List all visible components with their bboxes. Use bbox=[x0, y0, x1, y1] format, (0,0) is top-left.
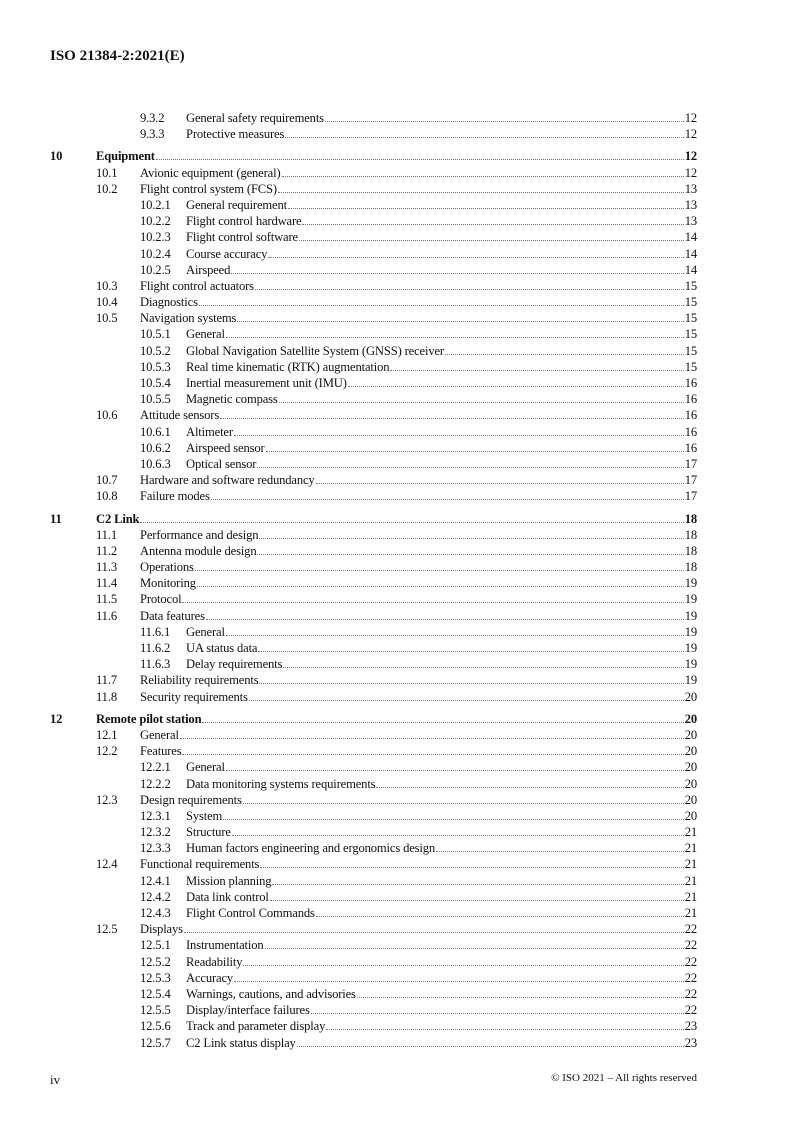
toc-entry-title: Failure modes bbox=[140, 489, 210, 504]
toc-entry-title: Delay requirements bbox=[186, 657, 283, 672]
toc-leader-dots bbox=[268, 257, 683, 258]
toc-entry-title: Diagnostics bbox=[140, 295, 198, 310]
toc-leader-dots bbox=[255, 289, 684, 290]
toc-entry-page: 23 bbox=[684, 1035, 697, 1050]
toc-entry-page: 23 bbox=[684, 1019, 697, 1034]
toc-leader-dots bbox=[182, 602, 683, 603]
toc-entry-page: 15 bbox=[684, 278, 697, 293]
toc-entry-page: 20 bbox=[684, 760, 697, 775]
toc-entry-page: 21 bbox=[684, 825, 697, 840]
toc-entry-number: 12.3 bbox=[96, 792, 118, 807]
toc-entry-page: 16 bbox=[684, 440, 697, 455]
toc-entry-page: 18 bbox=[684, 543, 697, 558]
toc-leader-dots bbox=[283, 667, 683, 668]
toc-entry-number: 12.2 bbox=[96, 744, 118, 759]
toc-entry[interactable] bbox=[50, 575, 697, 591]
toc-leader-dots bbox=[259, 683, 683, 684]
toc-entry-page: 21 bbox=[684, 873, 697, 888]
toc-entry-number: 12.3.3 bbox=[140, 841, 171, 856]
toc-entry[interactable] bbox=[50, 488, 697, 504]
toc-leader-dots bbox=[211, 499, 684, 500]
toc-entry[interactable] bbox=[50, 229, 697, 245]
toc-leader-dots bbox=[282, 176, 684, 177]
toc-entry-number: 12.5.2 bbox=[140, 954, 171, 969]
toc-entry-title: Flight control hardware bbox=[186, 214, 302, 229]
toc-entry-number: 10.2.2 bbox=[140, 214, 171, 229]
toc-entry-number: 12.4.3 bbox=[140, 906, 171, 920]
toc-entry-number: 10.6.3 bbox=[140, 456, 171, 471]
toc-entry-title: Data features bbox=[140, 608, 205, 623]
toc-entry-number: 10.2.3 bbox=[140, 230, 171, 245]
toc-entry-title: Flight control software bbox=[186, 230, 298, 245]
toc-entry-title: Warnings, cautions, and advisories bbox=[186, 986, 356, 1001]
toc-entry-number: 9.3.3 bbox=[140, 127, 165, 142]
toc-entry-page: 12 bbox=[684, 149, 697, 164]
toc-entry-number: 10.6.2 bbox=[140, 440, 171, 455]
toc-leader-dots bbox=[231, 273, 683, 274]
toc-entry-number: 11.6.1 bbox=[140, 624, 171, 639]
toc-entry-title: Design requirements bbox=[140, 792, 242, 807]
toc-entry[interactable] bbox=[50, 759, 697, 775]
toc-entry[interactable] bbox=[50, 591, 697, 607]
page-number: iv bbox=[50, 1072, 61, 1087]
toc-entry-title: Functional requirements bbox=[140, 857, 260, 872]
toc-entry-page: 16 bbox=[684, 376, 697, 390]
document-header: ISO 21384-2:2021(E) bbox=[50, 48, 185, 64]
toc-entry-page: 19 bbox=[684, 608, 697, 623]
toc-entry-title: Structure bbox=[186, 825, 231, 840]
toc-entry[interactable] bbox=[50, 711, 697, 727]
toc-entry-number: 12.4 bbox=[96, 857, 118, 872]
toc-entry-number: 12.2.2 bbox=[140, 776, 171, 791]
toc-entry-page: 20 bbox=[684, 776, 697, 791]
toc-leader-dots bbox=[257, 554, 683, 555]
toc-entry[interactable] bbox=[50, 262, 697, 278]
toc-leader-dots bbox=[348, 386, 684, 387]
toc-entry[interactable] bbox=[50, 808, 697, 824]
toc-entry-title: Navigation systems bbox=[140, 311, 237, 326]
toc-entry-page: 22 bbox=[684, 970, 697, 985]
toc-entry-number: 10.7 bbox=[96, 473, 118, 488]
toc-entry[interactable] bbox=[50, 110, 697, 126]
toc-entry-page: 21 bbox=[684, 857, 697, 872]
toc-entry-title: General safety requirements bbox=[186, 111, 324, 125]
toc-entry-title: Equipment bbox=[96, 149, 155, 164]
toc-entry[interactable] bbox=[50, 970, 697, 986]
toc-entry-title: Airspeed sensor bbox=[186, 440, 265, 455]
toc-entry-page: 21 bbox=[684, 841, 697, 856]
toc-leader-dots bbox=[316, 916, 684, 917]
toc-entry-number: 10.3 bbox=[96, 278, 118, 293]
toc-entry-page: 19 bbox=[684, 576, 697, 591]
toc-entry-number: 12 bbox=[50, 711, 63, 726]
toc-entry-page: 19 bbox=[684, 641, 697, 655]
toc-entry[interactable] bbox=[50, 407, 697, 423]
toc-entry-page: 15 bbox=[684, 295, 697, 310]
toc-leader-dots bbox=[288, 208, 684, 209]
toc-entry[interactable] bbox=[50, 310, 697, 326]
toc-entry-title: Inertial measurement unit (IMU) bbox=[186, 376, 347, 390]
toc-entry-number: 11.8 bbox=[96, 689, 117, 704]
toc-entry[interactable] bbox=[50, 824, 697, 840]
toc-entry-number: 12.3.2 bbox=[140, 825, 171, 840]
toc-leader-dots bbox=[299, 240, 684, 241]
toc-leader-dots bbox=[316, 483, 684, 484]
toc-entry-number: 12.2.1 bbox=[140, 760, 171, 775]
toc-entry[interactable] bbox=[50, 472, 697, 488]
toc-entry[interactable] bbox=[50, 559, 697, 575]
toc-entry-number: 10.2.4 bbox=[140, 246, 171, 261]
toc-entry[interactable] bbox=[50, 856, 697, 872]
toc-entry-title: Reliability requirements bbox=[140, 673, 259, 688]
toc-entry-title: General bbox=[186, 624, 225, 639]
toc-entry[interactable] bbox=[50, 986, 697, 1002]
toc-entry-page: 20 bbox=[684, 689, 697, 704]
toc-entry-number: 10.5.5 bbox=[140, 392, 171, 407]
toc-entry-number: 12.5 bbox=[96, 922, 118, 937]
toc-entry-page: 22 bbox=[684, 954, 697, 969]
toc-entry-title: C2 Link status display bbox=[186, 1035, 296, 1050]
toc-entry-page: 16 bbox=[684, 408, 697, 423]
toc-entry[interactable] bbox=[50, 359, 697, 375]
toc-entry-page: 19 bbox=[684, 673, 697, 688]
toc-entry-page: 15 bbox=[684, 311, 697, 326]
table-of-contents bbox=[50, 110, 697, 1057]
toc-entry-title: Data monitoring systems requirements bbox=[186, 776, 376, 791]
toc-entry-number: 10.2.5 bbox=[140, 262, 171, 277]
toc-leader-dots bbox=[234, 435, 684, 436]
toc-section bbox=[50, 711, 697, 1051]
toc-leader-dots bbox=[182, 754, 683, 755]
toc-entry[interactable] bbox=[50, 776, 697, 792]
toc-leader-dots bbox=[226, 770, 684, 771]
toc-entry-page: 19 bbox=[684, 657, 697, 672]
toc-leader-dots bbox=[390, 370, 683, 371]
toc-entry-number: 10.5.4 bbox=[140, 376, 171, 390]
toc-entry-title: General bbox=[186, 327, 225, 342]
toc-entry-page: 15 bbox=[684, 343, 697, 358]
toc-entry[interactable] bbox=[50, 905, 697, 921]
toc-entry-title: Readability bbox=[186, 954, 243, 969]
toc-leader-dots bbox=[223, 819, 684, 820]
toc-entry-page: 12 bbox=[684, 111, 697, 125]
toc-entry-number: 10.2.1 bbox=[140, 197, 171, 212]
toc-entry-title: Features bbox=[140, 744, 182, 759]
toc-entry-title: Instrumentation bbox=[186, 938, 264, 953]
toc-entry-title: Course accuracy bbox=[186, 246, 268, 261]
toc-leader-dots bbox=[265, 948, 684, 949]
toc-entry-page: 20 bbox=[684, 808, 697, 823]
toc-entry-title: Altimeter bbox=[186, 424, 233, 439]
toc-entry[interactable] bbox=[50, 640, 697, 656]
toc-entry[interactable] bbox=[50, 440, 697, 456]
toc-entry-number: 12.4.1 bbox=[140, 873, 171, 888]
copyright-notice: © ISO 2021 – All rights reserved bbox=[551, 1072, 697, 1084]
toc-section bbox=[50, 110, 697, 142]
toc-entry-number: 11.5 bbox=[96, 592, 117, 607]
toc-entry-title: C2 Link bbox=[96, 511, 140, 526]
toc-entry-number: 10.5 bbox=[96, 311, 118, 326]
toc-entry[interactable] bbox=[50, 278, 697, 294]
toc-leader-dots bbox=[445, 354, 684, 355]
toc-entry[interactable] bbox=[50, 511, 697, 527]
toc-entry-number: 9.3.2 bbox=[140, 111, 165, 125]
toc-entry-page: 15 bbox=[684, 327, 697, 342]
toc-entry[interactable] bbox=[50, 343, 697, 359]
toc-leader-dots bbox=[197, 586, 684, 587]
toc-entry-page: 13 bbox=[684, 214, 697, 229]
toc-entry-title: System bbox=[186, 808, 223, 823]
toc-entry-title: Antenna module design bbox=[140, 543, 257, 558]
toc-entry[interactable] bbox=[50, 375, 697, 391]
toc-entry[interactable] bbox=[50, 126, 697, 142]
toc-entry-title: Protective measures bbox=[186, 127, 285, 142]
toc-entry-page: 18 bbox=[684, 560, 697, 575]
toc-entry-page: 14 bbox=[684, 246, 697, 261]
toc-entry-title: Display/interface failures bbox=[186, 1003, 310, 1018]
toc-entry[interactable] bbox=[50, 672, 697, 688]
toc-entry-number: 11.2 bbox=[96, 543, 117, 558]
toc-entry-number: 10.2 bbox=[96, 181, 118, 196]
toc-entry-title: Hardware and software redundancy bbox=[140, 473, 315, 488]
toc-leader-dots bbox=[270, 900, 684, 901]
toc-entry-page: 12 bbox=[684, 127, 697, 142]
toc-entry-title: Accuracy bbox=[186, 970, 234, 985]
toc-entry-number: 11 bbox=[50, 511, 62, 526]
toc-entry[interactable] bbox=[50, 608, 697, 624]
toc-entry-title: Protocol bbox=[140, 592, 182, 607]
toc-entry-title: Airspeed bbox=[186, 262, 231, 277]
toc-leader-dots bbox=[279, 402, 684, 403]
toc-entry-page: 16 bbox=[684, 392, 697, 407]
toc-entry[interactable] bbox=[50, 213, 697, 229]
toc-entry-title: Displays bbox=[140, 922, 183, 937]
toc-entry[interactable] bbox=[50, 689, 697, 705]
toc-entry-number: 10.6 bbox=[96, 408, 118, 423]
toc-section bbox=[50, 511, 697, 705]
toc-entry[interactable] bbox=[50, 921, 697, 937]
toc-leader-dots bbox=[226, 635, 684, 636]
toc-entry-title: Global Navigation Satellite System (GNSS) receiver bbox=[186, 343, 444, 358]
toc-leader-dots bbox=[234, 981, 684, 982]
toc-entry-title: Mission planning bbox=[186, 873, 272, 888]
toc-entry[interactable] bbox=[50, 1002, 697, 1018]
toc-entry-number: 12.5.5 bbox=[140, 1003, 171, 1018]
toc-entry[interactable] bbox=[50, 543, 697, 559]
toc-entry-title: Magnetic compass bbox=[186, 392, 278, 407]
toc-entry-page: 20 bbox=[684, 711, 697, 726]
toc-leader-dots bbox=[257, 467, 683, 468]
toc-entry[interactable] bbox=[50, 937, 697, 953]
toc-entry-number: 10.5.2 bbox=[140, 343, 171, 358]
toc-entry-page: 22 bbox=[684, 1003, 697, 1018]
toc-leader-dots bbox=[220, 418, 684, 419]
toc-entry-number: 10.4 bbox=[96, 295, 118, 310]
toc-entry[interactable] bbox=[50, 1035, 697, 1051]
toc-entry-number: 11.3 bbox=[96, 560, 117, 575]
toc-entry-title: Track and parameter display bbox=[186, 1019, 326, 1034]
toc-leader-dots bbox=[297, 1046, 684, 1047]
toc-section bbox=[50, 148, 697, 504]
toc-leader-dots bbox=[243, 803, 684, 804]
toc-entry[interactable] bbox=[50, 889, 697, 905]
toc-entry-page: 12 bbox=[684, 165, 697, 180]
toc-entry-number: 12.5.7 bbox=[140, 1035, 171, 1050]
toc-leader-dots bbox=[156, 159, 684, 160]
toc-leader-dots bbox=[302, 224, 683, 225]
toc-entry-page: 22 bbox=[684, 986, 697, 1001]
toc-leader-dots bbox=[325, 121, 684, 122]
toc-entry[interactable] bbox=[50, 165, 697, 181]
toc-leader-dots bbox=[237, 321, 683, 322]
toc-leader-dots bbox=[258, 651, 683, 652]
toc-entry[interactable] bbox=[50, 624, 697, 640]
toc-entry-title: Operations bbox=[140, 560, 194, 575]
toc-entry[interactable] bbox=[50, 197, 697, 213]
toc-entry-title: Human factors engineering and ergonomics design bbox=[186, 841, 436, 856]
toc-entry-title: Flight Control Commands bbox=[186, 906, 315, 920]
toc-leader-dots bbox=[357, 997, 684, 998]
toc-entry-number: 12.3.1 bbox=[140, 808, 171, 823]
toc-entry[interactable] bbox=[50, 743, 697, 759]
toc-entry-number: 11.1 bbox=[96, 527, 117, 542]
toc-entry-page: 14 bbox=[684, 230, 697, 245]
toc-entry[interactable] bbox=[50, 424, 697, 440]
toc-entry-title: General bbox=[186, 760, 225, 775]
toc-entry-number: 12.5.1 bbox=[140, 938, 171, 953]
toc-leader-dots bbox=[326, 1029, 683, 1030]
toc-entry-number: 11.4 bbox=[96, 576, 117, 591]
toc-leader-dots bbox=[243, 965, 683, 966]
toc-leader-dots bbox=[184, 932, 684, 933]
toc-entry-title: Flight control system (FCS) bbox=[140, 181, 277, 196]
toc-entry-page: 15 bbox=[684, 359, 697, 374]
toc-leader-dots bbox=[260, 867, 683, 868]
toc-entry-title: UA status data bbox=[186, 641, 258, 655]
toc-entry-number: 12.5.6 bbox=[140, 1019, 171, 1034]
toc-entry-title: Monitoring bbox=[140, 576, 196, 591]
toc-leader-dots bbox=[436, 851, 684, 852]
toc-entry[interactable] bbox=[50, 294, 697, 310]
toc-entry[interactable] bbox=[50, 1018, 697, 1034]
toc-entry-number: 12.4.2 bbox=[140, 889, 171, 904]
toc-entry-title: General requirement bbox=[186, 197, 287, 212]
toc-entry-title: Data link control bbox=[186, 889, 269, 904]
toc-leader-dots bbox=[311, 1013, 684, 1014]
toc-entry-page: 20 bbox=[684, 727, 697, 742]
toc-entry[interactable] bbox=[50, 873, 697, 889]
toc-entry-number: 10.6.1 bbox=[140, 424, 171, 439]
toc-entry-number: 10 bbox=[50, 149, 63, 164]
toc-entry-title: Real time kinematic (RTK) augmentation bbox=[186, 359, 390, 374]
toc-entry-page: 19 bbox=[684, 592, 697, 607]
toc-entry[interactable] bbox=[50, 656, 697, 672]
toc-leader-dots bbox=[180, 738, 684, 739]
toc-entry-number: 10.1 bbox=[96, 165, 118, 180]
toc-entry[interactable] bbox=[50, 181, 697, 197]
toc-leader-dots bbox=[266, 451, 684, 452]
toc-leader-dots bbox=[259, 538, 683, 539]
toc-entry-number: 11.6 bbox=[96, 608, 117, 623]
toc-entry-number: 10.5.1 bbox=[140, 327, 171, 342]
toc-entry[interactable] bbox=[50, 792, 697, 808]
toc-entry-page: 21 bbox=[684, 906, 697, 920]
toc-entry-page: 22 bbox=[684, 938, 697, 953]
toc-entry-number: 12.5.4 bbox=[140, 986, 171, 1001]
toc-leader-dots bbox=[202, 722, 683, 723]
toc-entry-page: 13 bbox=[684, 181, 697, 196]
toc-entry-number: 11.6.2 bbox=[140, 641, 171, 655]
toc-entry[interactable] bbox=[50, 527, 697, 543]
toc-entry-title: Attitude sensors bbox=[140, 408, 220, 423]
toc-entry[interactable] bbox=[50, 391, 697, 407]
toc-entry-page: 17 bbox=[684, 456, 697, 471]
toc-entry-page: 16 bbox=[684, 424, 697, 439]
toc-entry[interactable] bbox=[50, 246, 697, 262]
toc-entry-title: Flight control actuators bbox=[140, 278, 254, 293]
toc-entry-title: Avionic equipment (general) bbox=[140, 165, 281, 180]
toc-entry-page: 17 bbox=[684, 473, 697, 488]
toc-entry-page: 17 bbox=[684, 489, 697, 504]
toc-entry-page: 19 bbox=[684, 624, 697, 639]
toc-entry-number: 11.6.3 bbox=[140, 657, 171, 672]
toc-entry-number: 12.5.3 bbox=[140, 970, 171, 985]
toc-entry-page: 22 bbox=[684, 922, 697, 937]
toc-entry-page: 13 bbox=[684, 197, 697, 212]
toc-entry-number: 10.5.3 bbox=[140, 359, 171, 374]
toc-entry[interactable] bbox=[50, 326, 697, 342]
toc-entry[interactable] bbox=[50, 954, 697, 970]
toc-leader-dots bbox=[285, 137, 683, 138]
toc-entry-page: 20 bbox=[684, 744, 697, 759]
toc-entry-page: 18 bbox=[684, 511, 697, 526]
toc-leader-dots bbox=[272, 884, 683, 885]
toc-entry-number: 11.7 bbox=[96, 673, 117, 688]
toc-entry-title: Performance and design bbox=[140, 527, 259, 542]
toc-entry-page: 21 bbox=[684, 889, 697, 904]
toc-entry-page: 20 bbox=[684, 792, 697, 807]
toc-entry[interactable] bbox=[50, 840, 697, 856]
toc-entry-number: 12.1 bbox=[96, 727, 118, 742]
toc-leader-dots bbox=[226, 337, 684, 338]
toc-entry-title: Remote pilot station bbox=[96, 711, 202, 726]
toc-leader-dots bbox=[206, 619, 684, 620]
toc-entry-page: 14 bbox=[684, 262, 697, 277]
toc-entry-title: Security requirements bbox=[140, 689, 248, 704]
toc-leader-dots bbox=[249, 700, 684, 701]
toc-entry[interactable] bbox=[50, 456, 697, 472]
toc-entry-page: 18 bbox=[684, 527, 697, 542]
toc-leader-dots bbox=[232, 835, 684, 836]
toc-entry-title: Optical sensor bbox=[186, 456, 257, 471]
toc-leader-dots bbox=[376, 787, 683, 788]
toc-leader-dots bbox=[140, 522, 683, 523]
toc-leader-dots bbox=[195, 570, 684, 571]
toc-entry[interactable] bbox=[50, 727, 697, 743]
toc-entry-title: General bbox=[140, 727, 179, 742]
toc-entry[interactable] bbox=[50, 148, 697, 164]
toc-leader-dots bbox=[199, 305, 684, 306]
toc-leader-dots bbox=[278, 192, 684, 193]
toc-entry-number: 10.8 bbox=[96, 489, 118, 504]
